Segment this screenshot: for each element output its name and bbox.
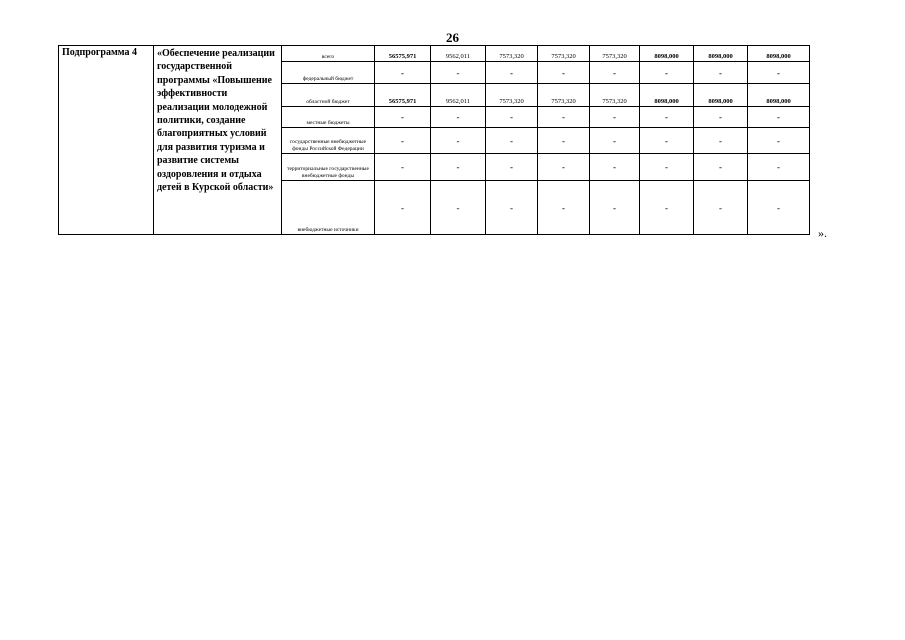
value-cell: 56575,971 [375, 84, 431, 107]
value-cell: - [590, 128, 640, 154]
value-cell: - [748, 62, 810, 84]
funding-source: внебюджетные источники [282, 181, 375, 235]
value-cell: - [486, 128, 538, 154]
value-cell: 8098,000 [640, 46, 694, 62]
value-cell: 7573,320 [538, 46, 590, 62]
value-cell: 7573,320 [486, 46, 538, 62]
value-cell: - [486, 181, 538, 235]
value-cell: - [694, 181, 748, 235]
program-title: «Обеспечение реализации государственной программы «Повышение эффективности реализации молодежной политики, создание благоприятных условий для развития туризма и развитие системы оздоровления и отдыха детей в Курской области» [154, 46, 282, 235]
value-cell: - [538, 62, 590, 84]
value-cell: - [640, 154, 694, 181]
value-cell: - [431, 128, 486, 154]
value-cell: - [486, 62, 538, 84]
value-cell: 9562,011 [431, 46, 486, 62]
value-cell: 7573,320 [486, 84, 538, 107]
funding-source: всего [282, 46, 375, 62]
value-cell: - [694, 154, 748, 181]
value-cell: - [748, 154, 810, 181]
value-cell: 8098,000 [748, 46, 810, 62]
value-cell: - [538, 107, 590, 128]
value-cell: 8098,000 [748, 84, 810, 107]
funding-source: федеральный бюджет [282, 62, 375, 84]
funding-table [58, 45, 810, 235]
value-cell: - [375, 154, 431, 181]
value-cell: - [538, 181, 590, 235]
value-cell: 9562,011 [431, 84, 486, 107]
value-cell: - [640, 107, 694, 128]
value-cell: - [748, 181, 810, 235]
value-cell: - [375, 128, 431, 154]
value-cell: - [694, 62, 748, 84]
value-cell: 7573,320 [538, 84, 590, 107]
program-label: Подпрограмма 4 [59, 46, 154, 235]
funding-source: территориальные государственные внебюджетные фонды [282, 154, 375, 181]
value-cell: - [538, 154, 590, 181]
value-cell: - [748, 107, 810, 128]
value-cell: - [640, 181, 694, 235]
value-cell: - [748, 128, 810, 154]
value-cell: - [486, 107, 538, 128]
value-cell: 7573,320 [590, 84, 640, 107]
value-cell: - [694, 107, 748, 128]
funding-source: местные бюджеты [282, 107, 375, 128]
value-cell: - [375, 62, 431, 84]
value-cell: - [431, 154, 486, 181]
value-cell: - [590, 181, 640, 235]
value-cell: - [590, 62, 640, 84]
value-cell: - [431, 181, 486, 235]
value-cell: - [375, 107, 431, 128]
value-cell: 8098,000 [694, 46, 748, 62]
value-cell: 56575,971 [375, 46, 431, 62]
value-cell: - [431, 62, 486, 84]
value-cell: 7573,320 [590, 46, 640, 62]
closing-quote: ». [818, 226, 827, 240]
value-cell: - [431, 107, 486, 128]
value-cell: 8098,000 [694, 84, 748, 107]
value-cell: - [640, 128, 694, 154]
value-cell: - [538, 128, 590, 154]
funding-source: областной бюджет [282, 84, 375, 107]
value-cell: - [590, 107, 640, 128]
value-cell: - [590, 154, 640, 181]
value-cell: - [694, 128, 748, 154]
table-row [59, 46, 810, 62]
value-cell: - [375, 181, 431, 235]
funding-source: государственные внебюджетные фонды Российской Федерации [282, 128, 375, 154]
value-cell: - [640, 62, 694, 84]
value-cell: 8098,000 [640, 84, 694, 107]
page-number: 26 [446, 30, 459, 45]
value-cell: - [486, 154, 538, 181]
